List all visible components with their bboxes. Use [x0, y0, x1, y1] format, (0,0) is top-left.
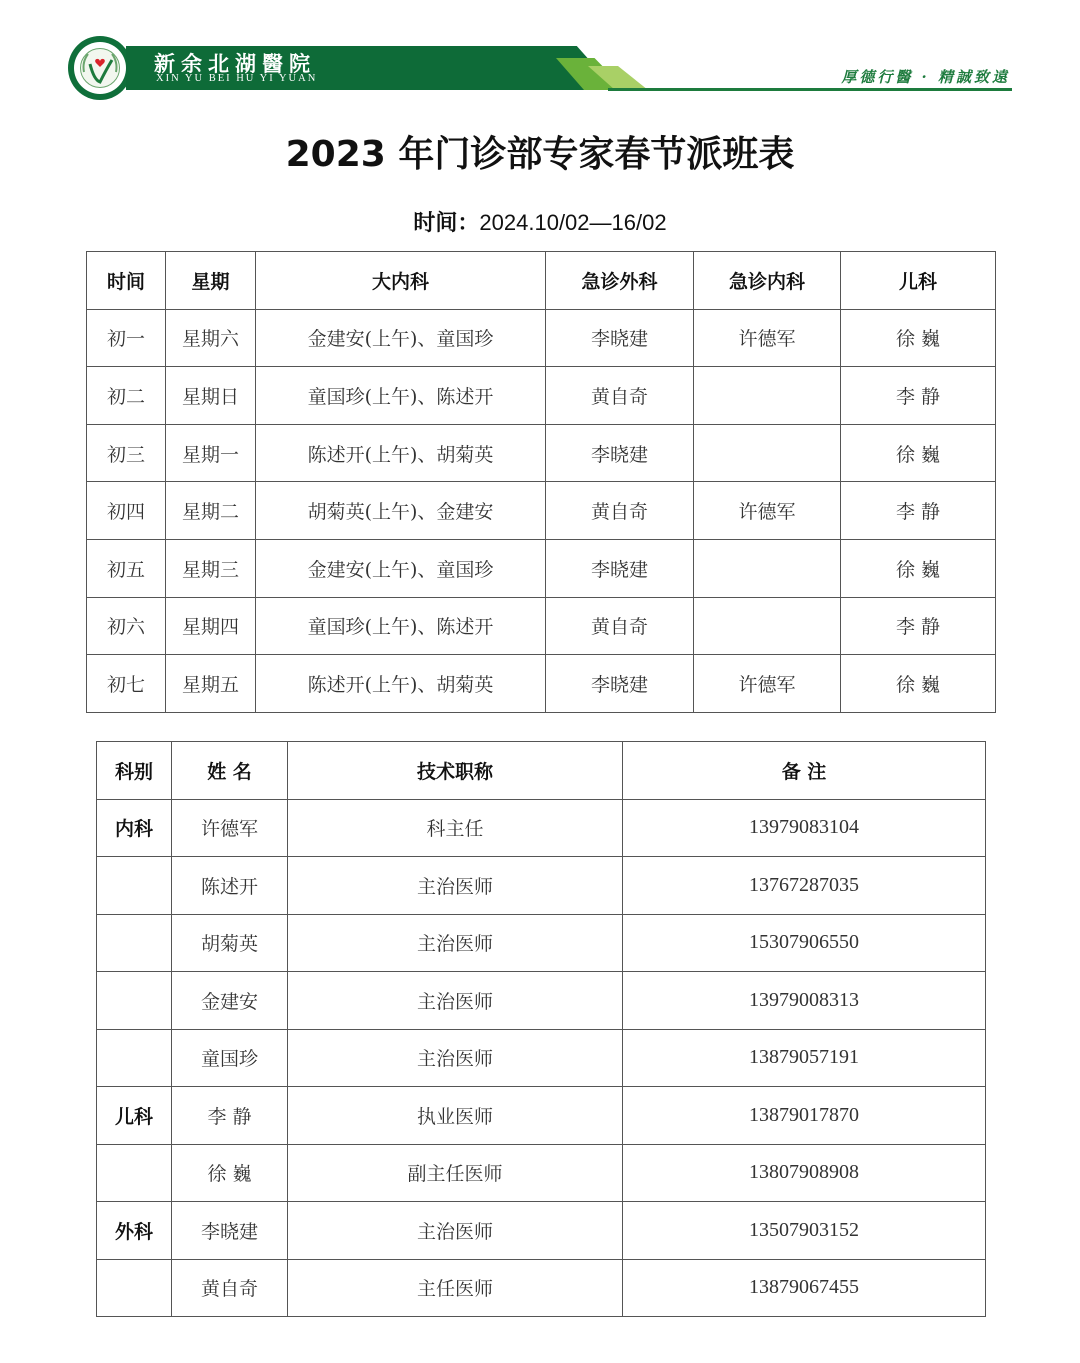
dept-cell: [97, 1029, 172, 1087]
day-cell: 初三: [87, 424, 166, 482]
pediatrics-cell: 徐 巍: [841, 539, 996, 597]
name-cell: 李 静: [172, 1087, 288, 1145]
header-banner: [68, 36, 1018, 100]
name-cell: 童国珍: [172, 1029, 288, 1087]
weekday-cell: 星期一: [166, 424, 256, 482]
page-title: 2023 年门诊部专家春节派班表: [285, 134, 795, 175]
er-internal-cell: [694, 539, 841, 597]
phone-cell: 15307906550: [623, 914, 986, 972]
column-header: 技术职称: [288, 742, 623, 800]
column-header: 大内科: [256, 252, 546, 310]
table-row: [97, 1029, 986, 1087]
hospital-emblem-icon: [68, 36, 132, 100]
date-range: [0, 206, 1080, 237]
internal-cell: 童国珍(上午)、陈述开: [256, 597, 546, 655]
title-cell: 主任医师: [288, 1259, 623, 1317]
phone-cell: 13879017870: [623, 1087, 986, 1145]
er-internal-cell: [694, 597, 841, 655]
hospital-motto: 厚德行醫 · 精誠致遠: [841, 68, 1010, 86]
er-internal-cell: [694, 424, 841, 482]
title-cell: 主治医师: [288, 972, 623, 1030]
phone-cell: 13979083104: [623, 799, 986, 857]
table-row: [97, 914, 986, 972]
day-cell: 初七: [87, 655, 166, 713]
table-header-row: [97, 742, 986, 800]
hospital-pinyin: XIN YU BEI HU YI YUAN: [156, 73, 318, 84]
weekday-cell: 星期五: [166, 655, 256, 713]
pediatrics-cell: 徐 巍: [841, 424, 996, 482]
table-header-row: [87, 252, 996, 310]
column-header: 急诊内科: [694, 252, 841, 310]
er-surgery-cell: 李晓建: [546, 309, 694, 367]
title-cell: 执业医师: [288, 1087, 623, 1145]
table-row: [97, 972, 986, 1030]
column-header: 备 注: [623, 742, 986, 800]
date-label: 时间：: [413, 211, 480, 236]
phone-cell: 13979008313: [623, 972, 986, 1030]
phone-cell: 13507903152: [623, 1202, 986, 1260]
column-header: 急诊外科: [546, 252, 694, 310]
column-header: 姓 名: [172, 742, 288, 800]
column-header: 儿科: [841, 252, 996, 310]
title-cell: 主治医师: [288, 1202, 623, 1260]
schedule-table: [86, 251, 996, 713]
dept-cell: [97, 1144, 172, 1202]
weekday-cell: 星期六: [166, 309, 256, 367]
er-surgery-cell: 李晓建: [546, 539, 694, 597]
er-internal-cell: 许德军: [694, 655, 841, 713]
table-row: [87, 482, 996, 540]
day-cell: 初二: [87, 367, 166, 425]
dept-cell: 儿科: [97, 1087, 172, 1145]
day-cell: 初五: [87, 539, 166, 597]
internal-cell: 童国珍(上午)、陈述开: [256, 367, 546, 425]
dept-cell: [97, 857, 172, 915]
pediatrics-cell: 李 静: [841, 597, 996, 655]
er-surgery-cell: 黄自奇: [546, 482, 694, 540]
day-cell: 初六: [87, 597, 166, 655]
hospital-name: 新余北湖醫院: [154, 51, 316, 76]
internal-cell: 金建安(上午)、童国珍: [256, 309, 546, 367]
day-cell: 初一: [87, 309, 166, 367]
table-row: [97, 799, 986, 857]
title-cell: 主治医师: [288, 857, 623, 915]
internal-cell: 陈述开(上午)、胡菊英: [256, 655, 546, 713]
pediatrics-cell: 徐 巍: [841, 309, 996, 367]
table-row: [97, 1144, 986, 1202]
internal-cell: 金建安(上午)、童国珍: [256, 539, 546, 597]
phone-cell: 13807908908: [623, 1144, 986, 1202]
title-cell: 副主任医师: [288, 1144, 623, 1202]
er-surgery-cell: 黄自奇: [546, 597, 694, 655]
table-row: [87, 597, 996, 655]
table-row: [97, 1259, 986, 1317]
column-header: 星期: [166, 252, 256, 310]
internal-cell: 胡菊英(上午)、金建安: [256, 482, 546, 540]
table-row: [87, 309, 996, 367]
er-surgery-cell: 黄自奇: [546, 367, 694, 425]
table-row: [87, 424, 996, 482]
er-surgery-cell: 李晓建: [546, 424, 694, 482]
name-cell: 黄自奇: [172, 1259, 288, 1317]
pediatrics-cell: 徐 巍: [841, 655, 996, 713]
phone-cell: 13879067455: [623, 1259, 986, 1317]
title-cell: 主治医师: [288, 1029, 623, 1087]
dept-cell: [97, 972, 172, 1030]
day-cell: 初四: [87, 482, 166, 540]
er-internal-cell: [694, 367, 841, 425]
staff-table: [96, 741, 986, 1317]
dept-cell: 外科: [97, 1202, 172, 1260]
name-cell: 徐 巍: [172, 1144, 288, 1202]
weekday-cell: 星期四: [166, 597, 256, 655]
table-row: [87, 539, 996, 597]
column-header: 时间: [87, 252, 166, 310]
table-row: [87, 655, 996, 713]
weekday-cell: 星期二: [166, 482, 256, 540]
phone-cell: 13767287035: [623, 857, 986, 915]
name-cell: 陈述开: [172, 857, 288, 915]
table-row: [97, 857, 986, 915]
title-cell: 主治医师: [288, 914, 623, 972]
table-row: [87, 367, 996, 425]
er-internal-cell: 许德军: [694, 482, 841, 540]
dept-cell: [97, 1259, 172, 1317]
weekday-cell: 星期日: [166, 367, 256, 425]
name-cell: 胡菊英: [172, 914, 288, 972]
table-row: [97, 1202, 986, 1260]
pediatrics-cell: 李 静: [841, 482, 996, 540]
header-divider: [608, 88, 1012, 91]
dept-cell: [97, 914, 172, 972]
pediatrics-cell: 李 静: [841, 367, 996, 425]
phone-cell: 13879057191: [623, 1029, 986, 1087]
weekday-cell: 星期三: [166, 539, 256, 597]
er-internal-cell: 许德军: [694, 309, 841, 367]
internal-cell: 陈述开(上午)、胡菊英: [256, 424, 546, 482]
column-header: 科别: [97, 742, 172, 800]
name-cell: 许德军: [172, 799, 288, 857]
title-cell: 科主任: [288, 799, 623, 857]
date-value: 2024.10/02—16/02: [479, 210, 667, 235]
dept-cell: 内科: [97, 799, 172, 857]
table-row: [97, 1087, 986, 1145]
name-cell: 金建安: [172, 972, 288, 1030]
name-cell: 李晓建: [172, 1202, 288, 1260]
er-surgery-cell: 李晓建: [546, 655, 694, 713]
